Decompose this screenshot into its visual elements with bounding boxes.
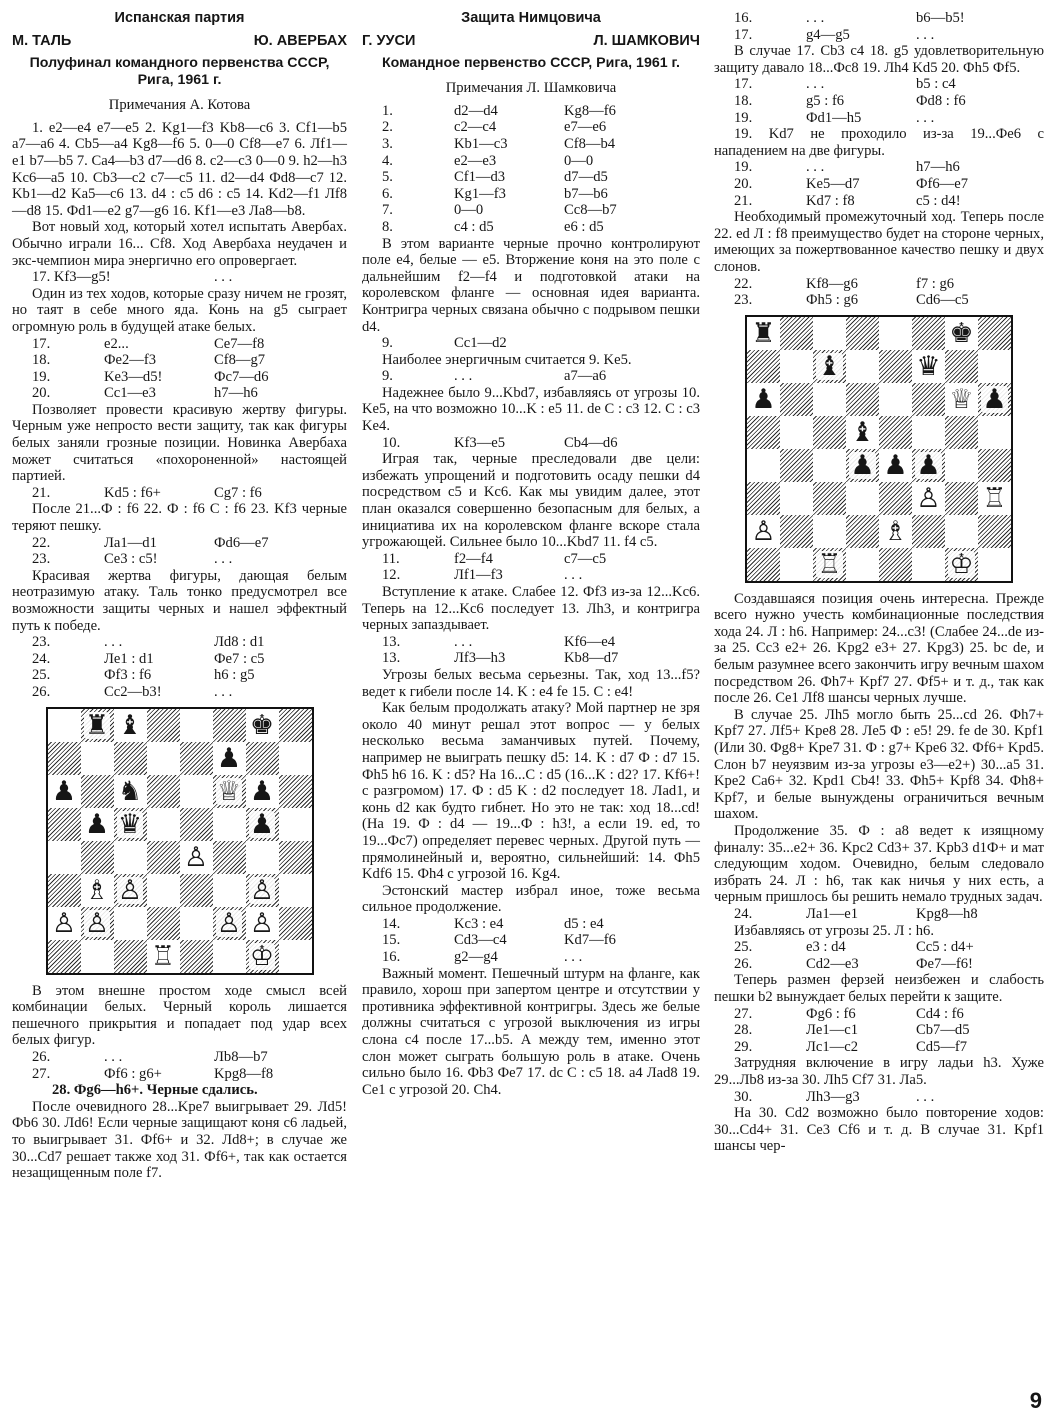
white-rook-icon: ♖	[150, 940, 176, 972]
board-square	[48, 709, 81, 742]
board-square	[813, 449, 846, 482]
board-square	[879, 482, 912, 515]
paragraph: Как белым продолжать атаку? Мой партнер не зря около 40 минут решал этот вопрос — у белых несколько весьма заманчивых путей. Почему, например не выиграть пешку d5: 14. K : d7 Ф : d7 15. Фh5 h6 16. K : d5? На 16...C : d5 (16...K : d2? 17. Kf6+! с разгромом) 17. Ф : d5 K : d2 последует 18. Лad1, и конь d2 как будто гибнет. Но это не так: ход 18...cd! (На 19. Ф : d4 — 19...Ф : h3!, а если 19. ed, то 19...Фc7) определяет перевес черных. Другой путь — прямолинейный и, вероятно, сильнейший: 14. Фh5 Kdf6 15. Фh4 с угрозой 16. Kg4.	[362, 700, 700, 883]
paragraph: Один из тех ходов, которые сразу ничем не грозят, но таят в себе много яда. Конь на g5 сыграет огромную роль в будущей атаке белых.	[12, 285, 347, 335]
move-list	[714, 10, 1044, 43]
board-square	[81, 874, 114, 907]
paragraph: Красивая жертва фигуры, дающая белым неотразимую атаку. Таль тонко предусмотрел все возможности защиты черных и нашел эффектный путь к победе.	[12, 567, 347, 634]
move-line: 10. Kf3—e5 Cb4—d6	[382, 434, 618, 451]
paragraph: Надежнее было 9...Kbd7, избавляясь от угрозы 10. Ke5, на что возможно 10...K : e5 11. de C : c3 12. C : c3 Ke4.	[362, 384, 700, 435]
white-pawn-icon: ♙	[84, 907, 110, 939]
board-square	[813, 383, 846, 416]
paragraph: Затрудняя включение в игру ладьи h3. Хуже 29...Лb8 из-за 30. Лh5 Cf7 31. Лa5.	[714, 1055, 1044, 1088]
board-square	[279, 907, 312, 940]
move-line: 20. Cc1—e3 h7—h6	[32, 385, 258, 402]
column-2	[362, 10, 700, 1098]
board-square	[213, 808, 246, 841]
move-list	[714, 76, 1044, 126]
board-square	[114, 709, 147, 742]
paragraph: Вот новый ход, который хотел испытать Авербах. Обычно играли 16... Cf8. Ход Авербаха неудачен и экс-чемпион мира энергично его опровергает.	[12, 219, 347, 269]
game-1-title: Испанская партия	[114, 10, 245, 26]
paragraph: Необходимый промежуточный ход. Теперь после 22. ed Л : f8 преимущество будет на стороне черных, имеющих за пожертвованное качество пешку и двух слонов.	[714, 209, 1044, 275]
board-square	[978, 482, 1011, 515]
move-line: 25. Фf3 : f6 h6 : g5	[32, 667, 255, 684]
paragraph: Играя так, черные преследовали две цели: избежать упрощений и подготовить осаду пешки d4 посредством c5 и Kc6. Как мы увидим далее, этот план оказался совершенно безопасным для белых, а инициатива их на королевском фланге вскоре стала угрожающей. Сильнее было 10...Kbd7 11. f4 c5.	[362, 451, 700, 551]
board-square	[945, 383, 978, 416]
paragraph: Теперь размен ферзей неизбежен и слабость пешки b2 вынуждает белых перейти к защите.	[714, 972, 1044, 1005]
move-line: 14. Kc3 : e4 d5 : e4	[382, 915, 604, 932]
board-square	[246, 808, 279, 841]
board-square	[879, 515, 912, 548]
move-line: 26. . . . Лb8—b7	[32, 1048, 268, 1065]
board-square	[978, 515, 1011, 548]
board-square	[912, 317, 945, 350]
board-square	[246, 940, 279, 973]
white-rook-icon: ♖	[817, 548, 842, 580]
paragraph: После 21...Ф : f6 22. Ф : f6 C : f6 23. Kf3 черные теряют пешку.	[12, 501, 347, 535]
move-line: 21. Kd7 : f8 c5 : d4!	[734, 192, 961, 209]
move-line: 4. e2—e3 0—0	[382, 152, 594, 169]
board-square	[879, 449, 912, 482]
board-square	[945, 482, 978, 515]
board-square	[81, 841, 114, 874]
move-line: 17. . . . b5 : c4	[734, 76, 956, 93]
board-square	[978, 317, 1011, 350]
move-line: 22. Kf8—g6 f7 : g6	[734, 275, 955, 292]
move-line: 11. f2—f4 c7—c5	[382, 550, 607, 567]
board-square	[114, 808, 147, 841]
white-bishop-icon: ♗	[84, 874, 110, 906]
board-square	[846, 449, 879, 482]
black-pawn-icon: ♟	[51, 775, 77, 807]
board-square	[846, 548, 879, 581]
paragraph: Избавляясь от угрозы 25. Л : h6.	[734, 922, 935, 939]
game-1-event: Полуфинал командного первенства СССР, Рига, 1961 г.	[29, 55, 330, 89]
board-square	[978, 383, 1011, 416]
white-pawn-icon: ♙	[916, 482, 941, 514]
black-pawn-icon: ♟	[249, 808, 275, 840]
black-rook-icon: ♜	[84, 709, 110, 741]
move-line: 1. d2—d4 Kg8—f6	[382, 102, 616, 119]
move-list	[714, 939, 1044, 972]
black-player: Л. ШАМКОВИЧ	[593, 32, 700, 49]
board-square	[180, 775, 213, 808]
board-square	[279, 742, 312, 775]
board-square	[846, 317, 879, 350]
paragraph: На 30. Cd2 возможно было повторение ходов: 30...Cd4+ 31. Ce3 Cf6 и т. д. В случае 31. Kpf1 шансы чер-	[714, 1105, 1044, 1155]
board-square	[114, 742, 147, 775]
white-pawn-icon: ♙	[183, 841, 209, 873]
board-square	[246, 775, 279, 808]
board-square	[81, 709, 114, 742]
board-square	[180, 742, 213, 775]
board-square	[813, 317, 846, 350]
board-square	[813, 482, 846, 515]
move-line: 17. Kf3—g5! . . .	[32, 269, 233, 286]
board-square	[213, 907, 246, 940]
move-line: 19. Ke3—d5! Фc7—d6	[32, 368, 269, 385]
board-square	[846, 515, 879, 548]
board-square	[114, 940, 147, 973]
board-square	[912, 350, 945, 383]
board-square	[147, 808, 180, 841]
white-player: М. ТАЛЬ	[12, 32, 72, 49]
board-square	[912, 515, 945, 548]
board-square	[846, 383, 879, 416]
paragraph: Наиболее энергичным считается 9. Ke5.	[382, 351, 632, 368]
black-player: Ю. АВЕРБАХ	[253, 32, 347, 49]
board-square	[945, 416, 978, 449]
paragraph: В случае 17. Cb3 c4 18. g5 удовлетворительную защиту давало 18...Фc8 19. Лh4 Kd5 20. Фh5 Фf5.	[714, 43, 1044, 76]
board-square	[81, 808, 114, 841]
board-square	[114, 907, 147, 940]
board-square	[213, 775, 246, 808]
board-square	[81, 940, 114, 973]
move-line: 13. Лf3—h3 Kb8—d7	[382, 650, 619, 667]
board-square	[813, 548, 846, 581]
black-rook-icon: ♜	[751, 317, 776, 349]
move-line: 24. Лe1 : d1 Фe7 : c5	[32, 650, 265, 667]
move-list	[12, 336, 347, 402]
game-1-players	[12, 33, 347, 50]
black-queen-icon: ♛	[117, 808, 143, 840]
game-2-annotator: Примечания Л. Шамковича	[445, 80, 617, 97]
move-line: 19. Фd1—h5 . . .	[734, 109, 935, 126]
board-square	[180, 841, 213, 874]
white-pawn-icon: ♙	[249, 874, 275, 906]
page-number: 9	[1029, 1388, 1042, 1413]
board-square	[747, 482, 780, 515]
move-line: 23. . . . Лd8 : d1	[32, 634, 265, 651]
move-line: 27. Фg6 : f6 Cd4 : f6	[734, 1005, 964, 1022]
paragraph: 1. e2—e4 e7—e5 2. Kg1—f3 Kb8—c6 3. Cf1—b5 a7—a6 4. Cb5—a4 Kg8—f6 5. 0—0 Cf8—e7 6. Лf1—e1 b7—b5 7. Ca4—b3 d7—d6 8. c2—c3 0—0 9. h2—h3 Kc6—a5 10. Cb3—c2 c7—c5 11. d2—d4 Фd8—c7 12. Kb1—d2 Ka5—c6 13. d4 : c5 d6 : c5 14. Kd2—f1 Лf8—d8 15. Фd1—e2 g7—g6 16. Kf1—e3 Лa8—b8.	[12, 119, 347, 219]
black-pawn-icon: ♟	[216, 742, 242, 774]
board-square	[279, 808, 312, 841]
paragraph: Вступление к атаке. Слабее 12. Фf3 из-за 12...Kc6. Теперь на 12...Kc6 последует 13. Лh3, и контригра черных запаздывает.	[362, 584, 700, 634]
chess-diagram-1	[46, 707, 314, 975]
game-2-players	[362, 33, 700, 50]
board-square	[912, 383, 945, 416]
board-square	[147, 709, 180, 742]
black-pawn-icon: ♟	[982, 383, 1007, 415]
board-square	[48, 841, 81, 874]
board-square	[147, 775, 180, 808]
board-square	[813, 350, 846, 383]
board-square	[213, 742, 246, 775]
white-rook-icon: ♖	[982, 482, 1007, 514]
board-square	[48, 874, 81, 907]
board-square	[180, 808, 213, 841]
paragraph: В этом варианте черные прочно контролируют поле e4, белые — e5. Вторжение коня на это поле с дальнейшим f2—f4 и подготовкой атаки на королевском фланге — основная идея варианта. Контригра черных связана обычно с подрывом пешки d4.	[362, 235, 700, 335]
board-square	[912, 449, 945, 482]
black-king-icon: ♚	[249, 709, 275, 741]
move-list	[12, 535, 347, 568]
move-line: 19. . . . h7—h6	[734, 159, 960, 176]
move-line: 23. Ce3 : c5! . . .	[32, 551, 233, 568]
move-line: 29. Лc1—c2 Cd5—f7	[734, 1038, 968, 1055]
move-line: 3. Kb1—c3 Cf8—b4	[382, 135, 616, 152]
board-square	[978, 350, 1011, 383]
move-line: 16. g2—g4 . . .	[382, 949, 583, 966]
move-line: 6. Kg1—f3 b7—b6	[382, 185, 608, 202]
white-queen-icon: ♕	[216, 775, 242, 807]
board-square	[879, 350, 912, 383]
paragraph: 19. Kd7 не проходило из-за 19...Фe6 с нападением на две фигуры.	[714, 126, 1044, 159]
paragraph: Угрозы белых весьма серьезны. Так, ход 13...f5? ведет к гибели после 14. K : e4 fe 15. C : e4!	[362, 666, 700, 700]
board-square	[246, 907, 279, 940]
board-square	[747, 449, 780, 482]
move-line: 28. Лe1—c1 Cb7—d5	[734, 1022, 970, 1039]
game-1-annotator: Примечания А. Котова	[108, 97, 251, 114]
board-square	[213, 841, 246, 874]
final-move: 28. Фg6—h6+. Черные сдались.	[52, 1082, 258, 1099]
board-square	[279, 940, 312, 973]
move-line: 22. Лa1—d1 Фd6—e7	[32, 534, 269, 551]
black-bishop-icon: ♝	[850, 416, 875, 448]
paragraph: Важный момент. Пешечный штурм на фланге, как правило, хорош при запертом центре и отсутствии у противника эффективной контригры. Здесь же белые должны считаться с угрозой выключения из игры слона c4 после 17...b5. А между тем, именно этот слон может сыграть большую роль в атаке. Очень сильно было 16. Фb3 Фe7 17. dc C : c5 18. a4 Лad8 19. Ce1 с угрозой 20. Ch4.	[362, 965, 700, 1098]
move-line: 9. Cc1—d2	[382, 335, 507, 352]
board-square	[780, 383, 813, 416]
board-square	[945, 317, 978, 350]
move-list	[714, 1006, 1044, 1056]
paragraph: Создавшаяся позиция очень интересна. Прежде всего нужно учесть комбинационные последствия хода 24. Л : h6. Например: 24...c3! (Слабее 24...de из-за 25. Cc3 e2+ 26. Kpg2 e3+ 27. Kpg3) 25. bc de, и белым разумнее всего закончить игру вечным шахом посредством 26. Фh7+ Kpf7 27. Фf5+ и т. д., так как после 26. Ce1 Лf8 шансы черных лучше.	[714, 590, 1044, 707]
board-square	[846, 416, 879, 449]
black-king-icon: ♚	[949, 317, 974, 349]
board-square	[213, 709, 246, 742]
board-square	[780, 350, 813, 383]
board-square	[279, 775, 312, 808]
black-bishop-icon: ♝	[117, 709, 143, 741]
move-list	[362, 103, 700, 236]
board-square	[246, 874, 279, 907]
board-square	[213, 940, 246, 973]
move-line: 9. . . . a7—a6	[382, 368, 607, 385]
board-square	[780, 482, 813, 515]
board-square	[147, 841, 180, 874]
board-square	[879, 548, 912, 581]
white-pawn-icon: ♙	[216, 907, 242, 939]
board-square	[945, 515, 978, 548]
black-pawn-icon: ♟	[84, 808, 110, 840]
move-line: 12. Лf1—f3 . . .	[382, 567, 583, 584]
paragraph: В этом внешне простом ходе смысл всей комбинации белых. Черный король лишается пешечного прикрытия и попадает под удар всех белых фигур.	[12, 982, 347, 1049]
board-square	[780, 548, 813, 581]
board-square	[780, 317, 813, 350]
board-square	[114, 775, 147, 808]
move-list	[362, 634, 700, 667]
move-line: 23. Фh5 : g6 Cd6—c5	[734, 292, 969, 309]
board-square	[912, 548, 945, 581]
board-square	[48, 907, 81, 940]
board-square	[747, 416, 780, 449]
board-square	[813, 515, 846, 548]
white-pawn-icon: ♙	[249, 907, 275, 939]
column-1	[12, 10, 347, 1182]
board-square	[246, 709, 279, 742]
board-square	[114, 874, 147, 907]
black-bishop-icon: ♝	[817, 350, 842, 382]
white-king-icon: ♔	[949, 548, 974, 580]
board-square	[81, 742, 114, 775]
board-square	[180, 874, 213, 907]
board-square	[945, 350, 978, 383]
board-square	[813, 416, 846, 449]
board-square	[180, 907, 213, 940]
board-square	[279, 709, 312, 742]
board-square	[747, 515, 780, 548]
white-king-icon: ♔	[249, 940, 275, 972]
board-square	[945, 449, 978, 482]
white-pawn-icon: ♙	[117, 874, 143, 906]
board-square	[279, 874, 312, 907]
board-square	[978, 416, 1011, 449]
move-line: 24. Лa1—e1 Kpg8—h8	[734, 905, 978, 922]
board-square	[747, 383, 780, 416]
move-line: 27. Фf6 : g6+ Kpg8—f8	[32, 1065, 274, 1082]
white-queen-icon: ♕	[949, 383, 974, 415]
move-line: 15. Cd3—c4 Kd7—f6	[382, 932, 616, 949]
move-line: 2. c2—c4 e7—e6	[382, 119, 607, 136]
move-list	[362, 916, 700, 966]
black-pawn-icon: ♟	[916, 449, 941, 481]
move-list	[714, 159, 1044, 209]
move-line: 18. g5 : f6 Фd8 : f6	[734, 92, 966, 109]
game-2-title: Защита Нимцовича	[461, 10, 601, 26]
board-square	[978, 449, 1011, 482]
board-square	[846, 350, 879, 383]
board-square	[780, 449, 813, 482]
move-list	[714, 276, 1044, 309]
board-square	[147, 907, 180, 940]
white-pawn-icon: ♙	[751, 515, 776, 547]
move-line: 30. Лh3—g3 . . .	[734, 1088, 935, 1105]
move-list	[12, 634, 347, 700]
board-square	[945, 548, 978, 581]
board-square	[114, 841, 147, 874]
board-square	[48, 775, 81, 808]
white-bishop-icon: ♗	[883, 515, 908, 547]
black-pawn-icon: ♟	[883, 449, 908, 481]
move-line: 5. Cf1—d3 d7—d5	[382, 169, 608, 186]
move-line: 21. Kd5 : f6+ Cg7 : f6	[32, 484, 262, 501]
black-knight-icon: ♞	[117, 775, 143, 807]
white-pawn-icon: ♙	[51, 907, 77, 939]
board-square	[48, 808, 81, 841]
move-list	[362, 551, 700, 584]
paragraph: Продолжение 35. Ф : a8 ведет к изящному финалу: 35...e2+ 36. Kpc2 Cd3+ 37. Kpb3 d1Ф+ и мат следующим ходом. Очевидно, белым следовало избрать 24. Л : h6, так как ничья у них есть, а черным пришлось бы решить немало трудных задач.	[714, 823, 1044, 906]
move-line: 25. e3 : d4 Cc5 : d4+	[734, 939, 974, 956]
board-square	[879, 416, 912, 449]
move-line: 16. . . . b6—b5!	[734, 10, 965, 26]
board-square	[747, 548, 780, 581]
board-square	[246, 841, 279, 874]
board-square	[48, 742, 81, 775]
board-square	[81, 907, 114, 940]
paragraph: После очевидного 28...Kpe7 выигрывает 29. Лd5! Фb6 30. Лd6! Если черные защищают коня c6 ладьей, то выигрывает 31. Фf6+ и 32. Лd8+; в случае же 30...Cd7 решает также ход 31. Фf6+, так как остается незащищенным поле f7.	[12, 1098, 347, 1182]
move-list	[12, 1049, 347, 1082]
board-square	[246, 742, 279, 775]
column-3	[714, 10, 1044, 1155]
board-square	[81, 775, 114, 808]
paragraph: В случае 25. Лh5 могло быть 25...cd 26. Фh7+ Kpf7 27. Лf5+ Kpe8 28. Лe5 Ф : e5! 29. fe de 30. Kpf1 (Или 30. Фg8+ Kpe7 31. Ф : g7+ Kpe6 32. Фf6+ Kpd5. Слон b7 неуязвим из-за угрозы e3—e2+) 30...a5 31. Kpe2 Ca6+ 32. Kpd1 Cb4! 33. Фh5+ Kpf8 34. Фh8+ Kpf7, и белые вынуждены ограничиться вечным шахом.	[714, 706, 1044, 823]
board-square	[780, 416, 813, 449]
board-square	[48, 940, 81, 973]
board-square	[279, 841, 312, 874]
move-line: 26. Cc2—b3! . . .	[32, 683, 233, 700]
board-square	[879, 383, 912, 416]
black-pawn-icon: ♟	[751, 383, 776, 415]
paragraph: Позволяет провести красивую жертву фигуры. Черным уже непросто вести защиту, так как фигуры белых заняли грозные позиции. Новинка Авербаха может считаться «похороненной» настоящей партией.	[12, 401, 347, 485]
board-square	[147, 742, 180, 775]
move-line: 7. 0—0 Cc8—b7	[382, 202, 617, 219]
board-square	[213, 874, 246, 907]
paragraph: Эстонский мастер избрал иное, тоже весьма сильное продолжение.	[362, 882, 700, 916]
black-pawn-icon: ♟	[850, 449, 875, 481]
board-square	[747, 350, 780, 383]
board-square	[180, 709, 213, 742]
move-line: 13. . . . Kf6—e4	[382, 633, 616, 650]
black-pawn-icon: ♟	[249, 775, 275, 807]
board-square	[147, 940, 180, 973]
board-square	[912, 482, 945, 515]
move-line: 26. Cd2—e3 Фe7—f6!	[734, 955, 973, 972]
black-queen-icon: ♛	[916, 350, 941, 382]
move-line: 8. c4 : d5 e6 : d5	[382, 218, 604, 235]
board-square	[846, 482, 879, 515]
board-square	[780, 515, 813, 548]
board-square	[978, 548, 1011, 581]
board-square	[147, 874, 180, 907]
white-player: Г. УУСИ	[362, 32, 416, 49]
move-line: 20. Ke5—d7 Фf6—e7	[734, 175, 969, 192]
board-square	[747, 317, 780, 350]
board-square	[180, 940, 213, 973]
move-line: 18. Фe2—f3 Cf8—g7	[32, 352, 266, 369]
chess-diagram-2	[745, 315, 1013, 583]
board-square	[879, 317, 912, 350]
move-line: 17. g4—g5 . . .	[734, 26, 935, 43]
game-2-event: Командное первенство СССР, Рига, 1961 г.	[381, 55, 680, 72]
board-square	[912, 416, 945, 449]
move-line: 17. e2... Ce7—f8	[32, 335, 265, 352]
